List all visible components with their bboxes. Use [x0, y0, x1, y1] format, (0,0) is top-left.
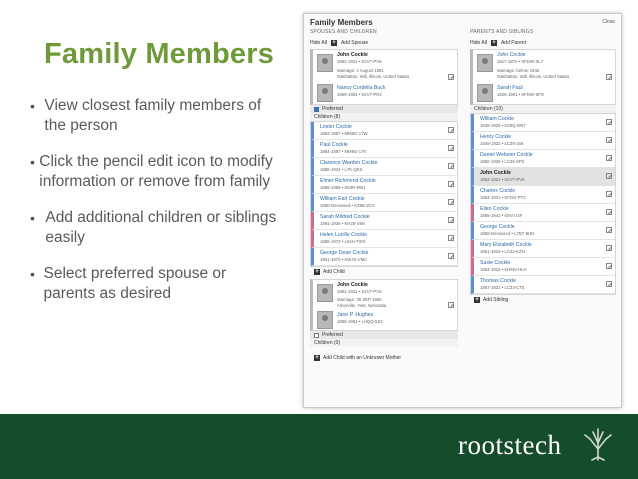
pencil-icon[interactable]: [448, 199, 454, 205]
pencil-icon[interactable]: [606, 263, 612, 269]
mother-info[interactable]: [497, 85, 544, 98]
person-life: 1891-1936 • KH26-V8N: [320, 221, 365, 226]
pencil-icon[interactable]: [448, 217, 454, 223]
person-name[interactable]: John Cockle: [337, 282, 368, 288]
person-photo: [477, 54, 493, 72]
wife-info[interactable]: [337, 312, 382, 325]
add-child-unknown-button[interactable]: [310, 353, 458, 363]
bullet-item: [30, 96, 280, 136]
child-row[interactable]: [471, 222, 615, 240]
person-name[interactable]: George Cockle: [480, 224, 515, 230]
bullet-dot: •: [30, 266, 35, 282]
person-name[interactable]: Paul Cockle: [320, 142, 348, 148]
person-photo: [317, 54, 333, 72]
marriage-place: Manhattan, Will, Illinois, United States: [337, 73, 410, 79]
pencil-icon[interactable]: [448, 74, 454, 80]
person-life: 1859-Deceased • L7B7-9HD: [480, 231, 535, 236]
person-life: 1867-1931 • LC33-CT5: [480, 285, 525, 290]
marriage-info: [337, 68, 409, 79]
preferred-bar: [310, 331, 458, 339]
person-life: 1888-1958 • K63R-9W1: [320, 185, 366, 190]
plus-icon: +: [315, 269, 319, 275]
person-name[interactable]: John Cockle: [480, 170, 511, 176]
person-life: 1859-1904 • K2V7-PR2: [337, 92, 382, 97]
preferred-checkbox[interactable]: [314, 107, 319, 112]
person-name[interactable]: Susie Cockle: [480, 260, 511, 266]
pencil-icon[interactable]: [448, 235, 454, 241]
person-life: 1886-1934 • L7K-QKS: [320, 167, 363, 172]
child-row[interactable]: [311, 230, 457, 248]
couple-card: [310, 279, 458, 331]
family-members-screenshot: [303, 13, 622, 408]
person-life: 1817-1870 • KFDW-XL7: [497, 59, 544, 64]
person-life: 1882-1887 • MM8G-17W: [320, 131, 368, 136]
children-toggle[interactable]: Children (10): [470, 105, 616, 113]
father-info[interactable]: [497, 52, 543, 65]
bullet-item: [30, 152, 280, 192]
child-row[interactable]: [471, 168, 615, 186]
child-row[interactable]: [311, 158, 457, 176]
bullet-dot: •: [30, 98, 35, 114]
person-life: 1864-1915 • KHMV-HLH: [480, 267, 527, 272]
person-name[interactable]: Daniel Webster Cockle: [480, 152, 533, 158]
person-life: 1901-1970 • KWJX-VMC: [320, 257, 368, 262]
person-name[interactable]: William Earl Cockle: [320, 196, 365, 202]
plus-icon: +: [315, 355, 319, 361]
preferred-label: Preferred: [322, 332, 343, 338]
child-row[interactable]: [471, 240, 615, 258]
pencil-icon[interactable]: [448, 145, 454, 151]
bullet-list: [30, 96, 280, 320]
pencil-icon[interactable]: [606, 119, 612, 125]
children-toggle[interactable]: Children (0): [310, 339, 458, 347]
child-row[interactable]: [311, 248, 457, 266]
add-parent-link[interactable]: Add Parent: [500, 40, 526, 46]
child-row[interactable]: [311, 176, 457, 194]
marriage-place: Manhattan, Will, Illinois, United States: [497, 73, 570, 79]
close-link[interactable]: Close: [602, 19, 615, 25]
plus-icon: +: [475, 297, 479, 303]
person-name[interactable]: Elmer Richmond Cockle: [320, 178, 376, 184]
screenshot-title: Family Members: [310, 18, 373, 27]
pencil-icon[interactable]: [606, 209, 612, 215]
children-toggle[interactable]: Children (8): [310, 113, 458, 121]
marriage-date: Marriage: before 1846: [497, 68, 540, 73]
person-name[interactable]: Henry Cockle: [480, 134, 512, 140]
person-name[interactable]: William Cockle: [480, 116, 515, 122]
child-row[interactable]: [471, 186, 615, 204]
parents-column: [470, 49, 616, 305]
child-row[interactable]: [311, 140, 457, 158]
preferred-checkbox[interactable]: [314, 333, 319, 338]
husband-info[interactable]: [337, 282, 382, 295]
person-life: 1890-Deceased • KZ6B-ZCC: [320, 203, 376, 208]
person-name[interactable]: Mary Elizabeth Cockle: [480, 242, 532, 248]
hide-all-link[interactable]: Hide All: [310, 40, 327, 46]
person-life: 1861-1915 • LC33-KZN: [480, 249, 525, 254]
pencil-icon[interactable]: [606, 245, 612, 251]
children-list: [310, 121, 458, 267]
preferred-bar: [310, 105, 458, 113]
child-row[interactable]: [471, 132, 615, 150]
pencil-icon[interactable]: [448, 163, 454, 169]
add-spouse-link[interactable]: Add Spouse: [340, 40, 369, 46]
child-row[interactable]: [471, 204, 615, 222]
pencil-icon[interactable]: [448, 181, 454, 187]
pencil-icon[interactable]: [448, 253, 454, 259]
child-row[interactable]: [471, 150, 615, 168]
person-life: 1826-1901 • KFDW-XPX: [497, 92, 545, 97]
person-life: 1884-1887 • MM8G-17K: [320, 149, 367, 154]
parent-tools: [470, 40, 526, 46]
child-row[interactable]: [471, 258, 615, 276]
parents-card: [470, 49, 616, 105]
bullet-dot: •: [30, 154, 35, 170]
person-name[interactable]: Ellen Cockle: [480, 206, 509, 212]
pencil-icon[interactable]: [606, 173, 612, 179]
spouse-tools: [310, 40, 368, 46]
person-photo: [317, 284, 333, 302]
child-row[interactable]: [471, 276, 615, 294]
person-photo: [477, 84, 493, 102]
hide-all-link[interactable]: Hide All: [470, 40, 487, 46]
siblings-list: [470, 113, 616, 295]
add-sibling-button[interactable]: [470, 295, 616, 305]
person-name[interactable]: Helen Lucille Cockle: [320, 232, 367, 238]
bullet-item: [30, 264, 280, 304]
person-photo: [317, 84, 333, 102]
bullet-text: View closest family members of the person: [44, 97, 262, 134]
bullet-text: Add additional children or siblings easily: [45, 209, 277, 246]
person-life: 1852-1921 • K2V7-PV5: [337, 289, 382, 294]
person-name[interactable]: Jane P. Hughes: [337, 312, 374, 318]
person-name[interactable]: Sarah Mildred Cockle: [320, 214, 370, 220]
pencil-icon[interactable]: [448, 302, 454, 308]
brand-logo-text: rootstech: [458, 430, 562, 460]
marriage-place: Arborville, York, Nebraska: [337, 302, 387, 308]
plus-icon: +: [332, 40, 336, 46]
add-child-unknown-label: Add Child with an Unknown Mother: [323, 355, 402, 361]
marriage-info: [497, 68, 569, 79]
pencil-icon[interactable]: [448, 127, 454, 133]
person-name[interactable]: John Cockle: [337, 52, 368, 58]
tree-icon: [582, 427, 614, 461]
marriage-date: Marriage: 30 SEP 1906: [337, 297, 382, 302]
marriage-date: Marriage: 2 August 1881: [337, 68, 384, 73]
person-name[interactable]: Sarah Paul: [497, 85, 523, 91]
person-life: 1865-1954 • LHQQ-5Z3: [337, 319, 383, 324]
spouses-column: [310, 49, 458, 363]
preferred-label: Preferred: [322, 106, 343, 112]
bullet-text: Click the pencil edit icon to modify information or remove from family: [39, 153, 273, 190]
person-life: 1849-1922 • LC39-166: [480, 141, 524, 146]
person-life: 1854-1931 • KFDG-PT2: [480, 195, 526, 200]
pencil-icon[interactable]: [606, 137, 612, 143]
person-life: 1852-1921 • K2V7-PV5: [480, 177, 525, 182]
wife-info[interactable]: [337, 85, 385, 98]
person-name[interactable]: Lester Cockle: [320, 124, 352, 130]
person-name[interactable]: Clarence Warden Cockle: [320, 160, 378, 166]
add-child-button[interactable]: [310, 267, 458, 277]
person-name[interactable]: Charles Cockle: [480, 188, 516, 194]
plus-icon: +: [492, 40, 496, 46]
pencil-icon[interactable]: [606, 155, 612, 161]
pencil-icon[interactable]: [606, 74, 612, 80]
pencil-icon[interactable]: [606, 227, 612, 233]
person-name[interactable]: John Cockle: [497, 52, 526, 58]
person-name[interactable]: Nancy Cordelia Buck: [337, 85, 386, 91]
person-life: 1846-1926 • K28Q-W67: [480, 123, 526, 128]
person-photo: [317, 311, 333, 329]
pencil-icon[interactable]: [606, 281, 612, 287]
spouses-heading: SPOUSES AND CHILDREN: [310, 29, 377, 35]
person-name[interactable]: Thomas Cockle: [480, 278, 517, 284]
child-row[interactable]: [311, 194, 457, 212]
slide-title: Family Members: [44, 38, 275, 70]
child-row[interactable]: [311, 212, 457, 230]
husband-info[interactable]: [337, 52, 382, 65]
add-sibling-label: Add Sibling: [483, 297, 509, 303]
person-life: 1850-1936 • LC35-SP2: [480, 159, 525, 164]
pencil-icon[interactable]: [606, 191, 612, 197]
person-life: 1855-1941 • K8VI-J4F: [480, 213, 523, 218]
child-row[interactable]: [471, 114, 615, 132]
parents-heading: PARENTS AND SIBLINGS: [470, 29, 534, 35]
child-row[interactable]: [311, 122, 457, 140]
person-life: 1898-1972 • L64H-TWX: [320, 239, 366, 244]
person-life: 1852-1921 • K2V7-PV5: [337, 59, 382, 64]
bullet-text: Select preferred spouse or parents as desired: [43, 265, 227, 302]
bullet-dot: •: [30, 210, 35, 226]
person-name[interactable]: George Dean Cockle: [320, 250, 369, 256]
couple-card: [310, 49, 458, 105]
marriage-info: [337, 297, 386, 308]
add-child-label: Add Child: [323, 269, 345, 275]
bullet-item: [30, 208, 280, 248]
